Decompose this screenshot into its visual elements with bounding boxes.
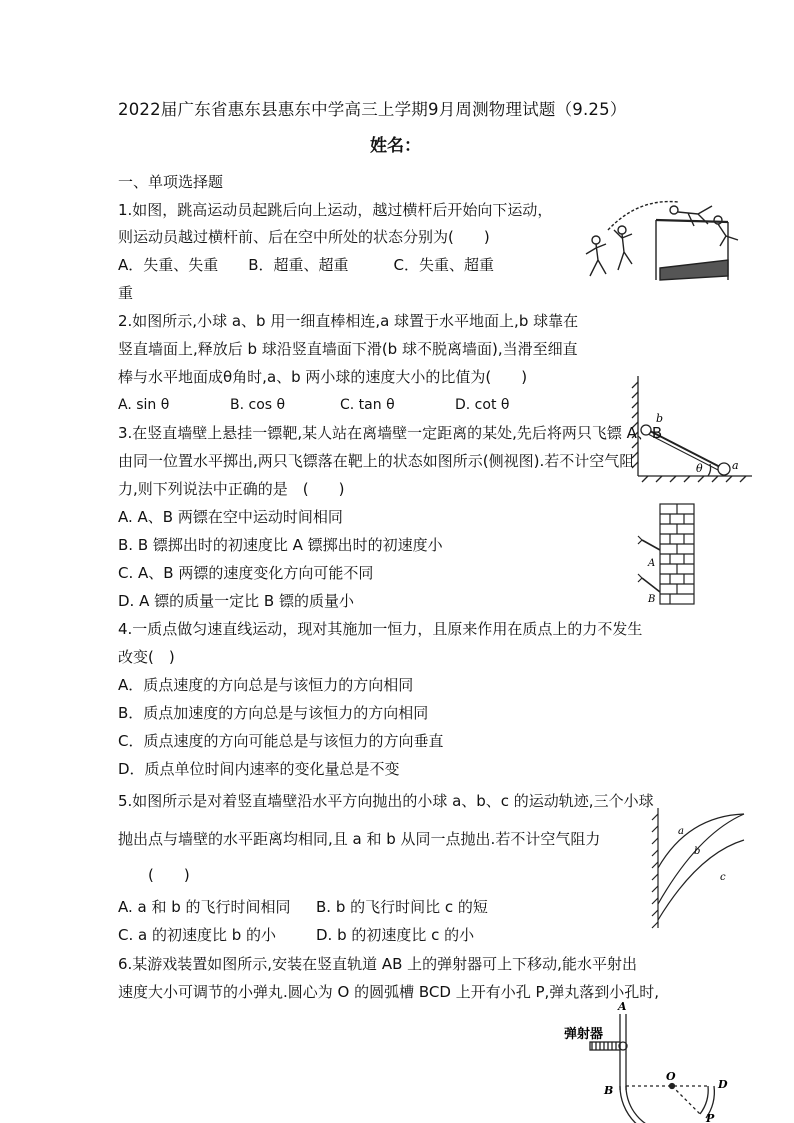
q5-fig-label-a: a (678, 826, 684, 837)
q3-option-c: C. A、B 两镖的速度变化方向可能不同 (118, 564, 374, 582)
q4-stem-line2: 改变( ) (118, 648, 175, 666)
high-jump-figure (578, 200, 748, 292)
q5-stem-line3: ( ) (148, 866, 190, 884)
q2-stem-line1: 2.如图所示,小球 a、b 用一细直棒相连,a 球置于水平地面上,b 球靠在 (118, 312, 579, 330)
q6-fig-label-a: A (618, 1000, 627, 1013)
q5-stem-line2: 抛出点与墙壁的水平距离均相同,且 a 和 b 从同一点抛出.若不计空气阻力 (118, 830, 601, 848)
q3-fig-label-b: B (648, 594, 656, 605)
q2-fig-label-a: a (732, 459, 739, 472)
q4-stem-line1: 4.一质点做匀速直线运动，现对其施加一恒力，且原来作用在质点上的力不发生 (118, 620, 643, 638)
q5-option-a: A. a 和 b 的飞行时间相同 (118, 898, 291, 916)
q2-option-c: C. tan θ (340, 397, 395, 413)
q5-option-d: D. b 的初速度比 c 的小 (316, 926, 475, 944)
q6-fig-label-launcher: 弹射器 (564, 1027, 604, 1042)
q3-stem-line2: 由同一位置水平掷出,两只飞镖落在靶上的状态如图所示(侧视图).若不计空气阻 (118, 452, 635, 470)
q1-options-wrap: 重 (118, 284, 134, 302)
q3-option-d: D. A 镖的质量一定比 B 镖的质量小 (118, 592, 354, 610)
q2-option-d: D. cot θ (455, 397, 510, 413)
q6-fig-label-d: D (718, 1078, 728, 1091)
q3-stem-line1: 3.在竖直墙壁上悬挂一镖靶,某人站在离墙壁一定距离的某处,先后将两只飞镖 A、B (118, 424, 663, 442)
q4-option-b: B．质点加速度的方向总是与该恒力的方向相同 (118, 704, 429, 722)
projectile-wall-figure (648, 804, 748, 930)
q2-stem-line2: 竖直墙面上,释放后 b 球沿竖直墙面下滑(b 球不脱离墙面),当滑至细直 (118, 340, 578, 358)
q6-fig-label-o: O (666, 1070, 676, 1083)
q3-option-b: B. B 镖掷出时的初速度比 A 镖掷出时的初速度小 (118, 536, 443, 554)
name-label: 姓名： (370, 136, 421, 156)
document-title: 2022届广东省惠东县惠东中学高三上学期9月周测物理试题（9.25） (118, 100, 627, 119)
dart-wall-figure (630, 500, 700, 610)
q3-option-a: A. A、B 两镖在空中运动时间相同 (118, 508, 343, 526)
q1-options: A．失重、失重 B．超重、超重 C．失重、超重 (118, 256, 495, 274)
q6-stem-line2: 速度大小可调节的小弹丸.圆心为 O 的圆弧槽 BCD 上开有小孔 P,弹丸落到小孔时, (118, 983, 660, 1001)
q2-fig-label-b: b (656, 412, 664, 425)
q5-fig-label-c: c (720, 872, 726, 883)
q5-option-c: C. a 的初速度比 b 的小 (118, 926, 277, 944)
q5-fig-label-b: b (694, 846, 701, 857)
q4-option-a: A．质点速度的方向总是与该恒力的方向相同 (118, 676, 414, 694)
q4-option-c: C．质点速度的方向可能总是与该恒力的方向垂直 (118, 732, 444, 750)
q4-option-d: D．质点单位时间内速率的变化量总是不变 (118, 760, 400, 778)
launcher-track-figure (560, 1002, 750, 1123)
q3-fig-label-a: A (648, 558, 656, 569)
q3-stem-line3: 力,则下列说法中正确的是 ( ) (118, 480, 345, 498)
q2-option-b: B. cos θ (230, 397, 286, 413)
q6-fig-label-b: B (604, 1084, 614, 1097)
section-heading: 一、单项选择题 (118, 173, 224, 191)
q1-stem-line2: 则运动员越过横杆前、后在空中所处的状态分别为( ) (118, 228, 490, 246)
q6-fig-label-p: P (706, 1112, 715, 1123)
q2-fig-label-theta: θ (696, 462, 703, 475)
q1-stem-line1: 1.如图，跳高运动员起跳后向上运动，越过横杆后开始向下运动， (118, 201, 553, 219)
q5-option-b: B. b 的飞行时间比 c 的短 (316, 898, 488, 916)
q2-stem-line3: 棒与水平地面成θ角时,a、b 两小球的速度大小的比值为( ) (118, 368, 528, 386)
q5-stem-line1: 5.如图所示是对着竖直墙壁沿水平方向抛出的小球 a、b、c 的运动轨迹,三个小球 (118, 792, 654, 810)
q2-option-a: A. sin θ (118, 397, 170, 413)
q6-stem-line1: 6.某游戏装置如图所示,安装在竖直轨道 AB 上的弹射器可上下移动,能水平射出 (118, 955, 637, 973)
